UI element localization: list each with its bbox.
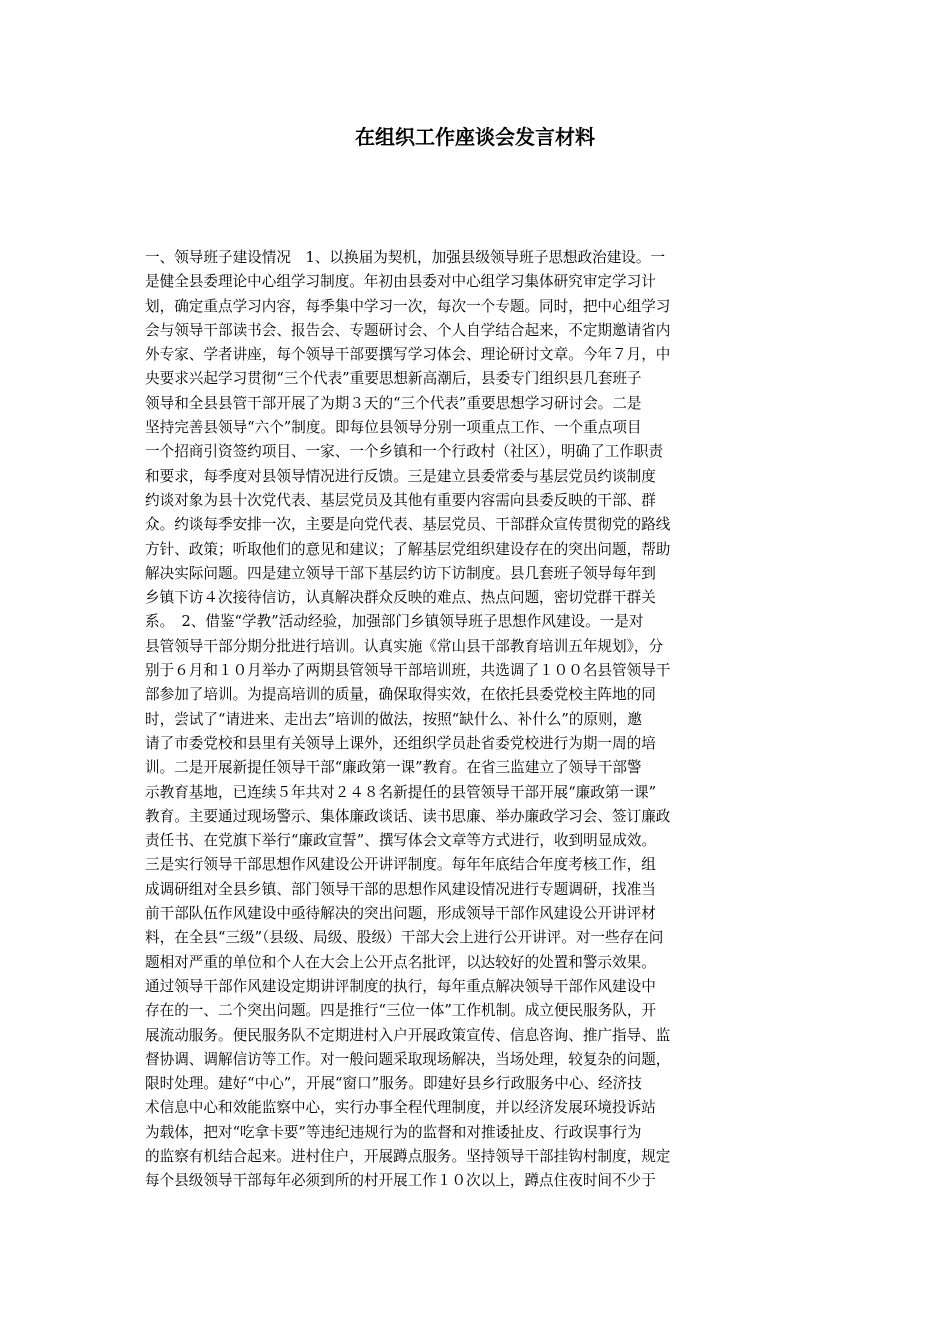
body-line: 方针、政策；听取他们的意见和建议；了解基层党组织建设存在的突出问题，帮助 [145, 540, 671, 558]
body-line: 央要求兴起学习贯彻“三个代表”重要思想新高潮后，县委专门组织县几套班子 [145, 370, 642, 388]
body-line: 的监察有机结合起来。进村住户，开展蹲点服务。坚持领导干部挂钩村制度，规定 [145, 1147, 671, 1165]
body-line: 一个招商引资签约项目、一家、一个乡镇和一个行政村（社区），明确了工作职责 [145, 443, 664, 461]
body-line: 时，尝试了“请进来、走出去”培训的做法，按照“缺什么、补什么”的原则，邀 [145, 710, 642, 728]
body-line: 题相对严重的单位和个人在大会上公开点名批评，以达较好的处置和警示效果。 [145, 953, 656, 971]
body-line: 督协调、调解信访等工作。对一般问题采取现场解决，当场处理，较复杂的问题， [145, 1050, 671, 1068]
body-line: 是健全县委理论中心组学习制度。年初由县委对中心组学习集体研究审定学习计 [145, 273, 656, 291]
body-line: 成调研组对全县乡镇、部门领导干部的思想作风建设情况进行专题调研，找准当 [145, 880, 656, 898]
body-line: 乡镇下访４次接待信访，认真解决群众反映的难点、热点问题，密切党群干群关 [145, 589, 656, 607]
body-line: 系。 2、借鉴“学教”活动经验，加强部门乡镇领导班子思想作风建设。一是对 [145, 613, 644, 631]
body-line: 外专家、学者讲座，每个领导干部要撰写学习体会、理论研讨文章。今年７月，中 [145, 346, 671, 364]
body-line: 为载体，把对“吃拿卡要”等违纪违规行为的监督和对推诿扯皮、行政误事行为 [145, 1123, 642, 1141]
body-line: 责任书、在党旗下举行“廉政宣誓”、撰写体会文章等方式进行，收到明显成效。 [145, 832, 657, 850]
body-line: 解决实际问题。四是建立领导干部下基层约访下访制度。县几套班子领导每年到 [145, 564, 656, 582]
document-title: 在组织工作座谈会发言材料 [355, 125, 595, 149]
body-line: 众。约谈每季安排一次，主要是向党代表、基层党员、干部群众宣传贯彻党的路线 [145, 516, 671, 534]
body-line: 展流动服务。便民服务队不定期进村入户开展政策宣传、信息咨询、推广指导、监 [145, 1026, 671, 1044]
document-body [145, 246, 811, 1194]
body-line: 会与领导干部读书会、报告会、专题研讨会、个人自学结合起来，不定期邀请省内 [145, 321, 671, 339]
body-line: 存在的一、二个突出问题。四是推行“三位一体”工作机制。成立便民服务队，开 [145, 1002, 657, 1020]
body-line: 教育。主要通过现场警示、集体廉政谈话、读书思廉、举办廉政学习会、签订廉政 [145, 807, 671, 825]
body-line: 通过领导干部作风建设定期讲评制度的执行，每年重点解决领导干部作风建设中 [145, 977, 656, 995]
body-line: 每个县级领导干部每年必须到所的村开展工作１０次以上，蹲点住夜时间不少于 [145, 1172, 656, 1190]
body-line: 训。二是开展新提任领导干部“廉政第一课”教育。在省三监建立了领导干部警 [145, 759, 642, 777]
body-line: 别于６月和１０月举办了两期县管领导干部培训班，共选调了１００名县管领导干 [145, 662, 671, 680]
body-line: 限时处理。建好“中心”，开展“窗口”服务。即建好县乡行政服务中心、经济技 [145, 1075, 642, 1093]
body-line: 术信息中心和效能监察中心，实行办事全程代理制度，并以经济发展环境投诉站 [145, 1099, 656, 1117]
body-line: 料，在全县“三级”（县级、局级、股级）干部大会上进行公开讲评。对一些存在问 [145, 929, 664, 947]
body-line: 前干部队伍作风建设中亟待解决的突出问题，形成领导干部作风建设公开讲评材 [145, 905, 656, 923]
body-line: 请了市委党校和县里有关领导上课外，还组织学员赴省委党校进行为期一周的培 [145, 734, 656, 752]
body-line: 一、领导班子建设情况 1、以换届为契机，加强县级领导班子思想政治建设。一 [145, 249, 666, 266]
body-line: 三是实行领导干部思想作风建设公开讲评制度。每年年底结合年度考核工作，组 [145, 856, 656, 874]
body-line: 约谈对象为县十次党代表、基层党员及其他有重要内容需向县委反映的干部、群 [145, 491, 656, 509]
body-line: 领导和全县县管干部开展了为期３天的“三个代表”重要思想学习研讨会。二是 [145, 394, 642, 412]
body-line: 划，确定重点学习内容，每季集中学习一次，每次一个专题。同时，把中心组学习 [145, 297, 671, 315]
body-line: 县管领导干部分期分批进行培训。认真实施《常山县干部教育培训五年规划》，分 [145, 637, 664, 655]
body-line: 部参加了培训。为提高培训的质量，确保取得实效，在依托县委党校主阵地的同 [145, 686, 656, 704]
body-line: 坚持完善县领导“六个”制度。即每位县领导分别一项重点工作、一个重点项目 [145, 419, 642, 437]
body-line: 和要求，每季度对县领导情况进行反馈。三是建立县委常委与基层党员约谈制度 [145, 467, 656, 485]
body-line: 示教育基地，已连续５年共对２４８名新提任的县管领导干部开展“廉政第一课” [145, 783, 657, 801]
